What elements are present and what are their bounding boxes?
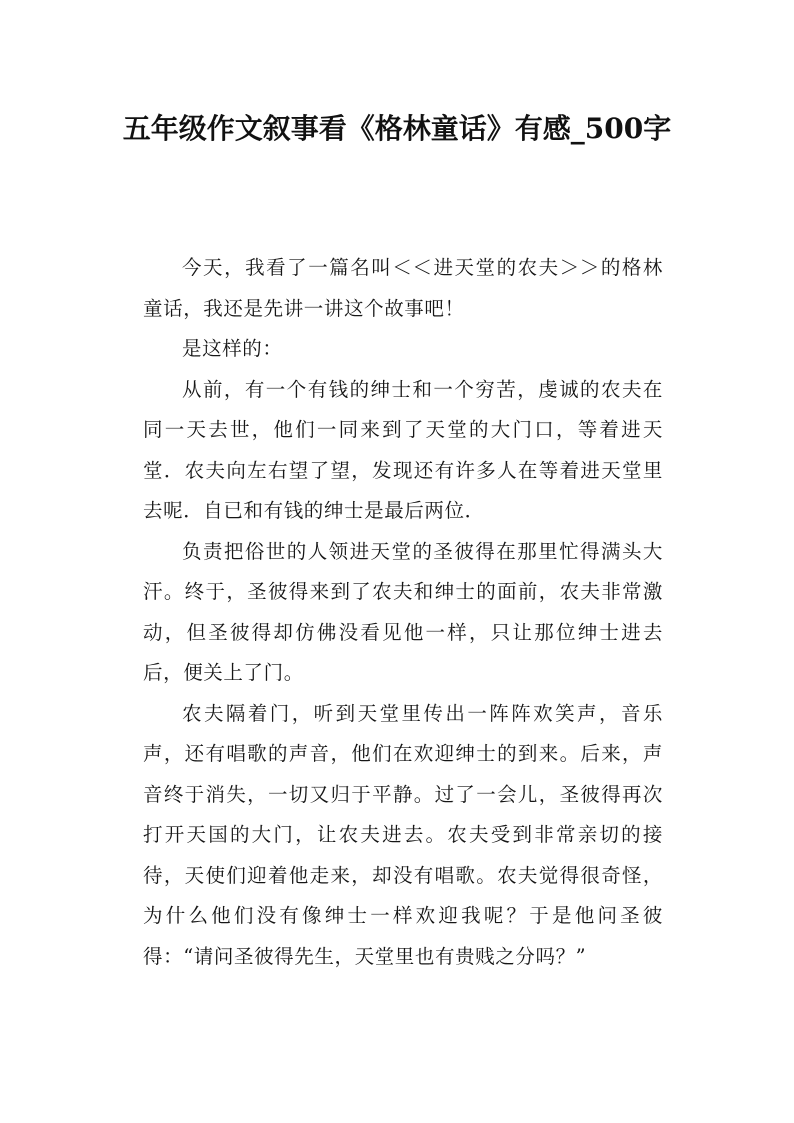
- paragraph-story-start: 从前，有一个有钱的绅士和一个穷苦，虔诚的农夫在同一天去世，他们一同来到了天堂的大门口，等着进天堂．农夫向左右望了望，发现还有许多人在等着进天堂里去呢．自已和有钱的绅士是最后两位．: [143, 377, 663, 522]
- document-title: 五年级作文叙事看《格林童话》有感_500字: [122, 112, 672, 145]
- paragraph-intro: 今天，我看了一篇名叫＜＜进天堂的农夫＞＞的格林童话，我还是先讲一讲这个故事吧！: [143, 256, 663, 320]
- paragraph-gatekeeper: 负责把俗世的人领进天堂的圣彼得在那里忙得满头大汗。终于，圣彼得来到了农夫和绅士的面前，农夫非常激动，但圣彼得却仿佛没看见他一样，只让那位绅士进去后，便关上了门。: [143, 539, 663, 684]
- paragraph-heaven-inside: 农夫隔着门，听到天堂里传出一阵阵欢笑声，音乐声，还有唱歌的声音，他们在欢迎绅士的到来。后来，声音终于消失，一切又归于平静。过了一会儿，圣彼得再次打开天国的大门，让农夫进去。农夫受到非常亲切的接待，天使们迎着他走来，却没有唱歌。农夫觉得很奇怪，为什么他们没有像绅士一样欢迎我呢？于是他问圣彼得：“请问圣彼得先生，天堂里也有贵贱之分吗？”: [143, 701, 663, 968]
- document-body: [143, 248, 663, 977]
- paragraph-lead: 是这样的：: [182, 337, 283, 360]
